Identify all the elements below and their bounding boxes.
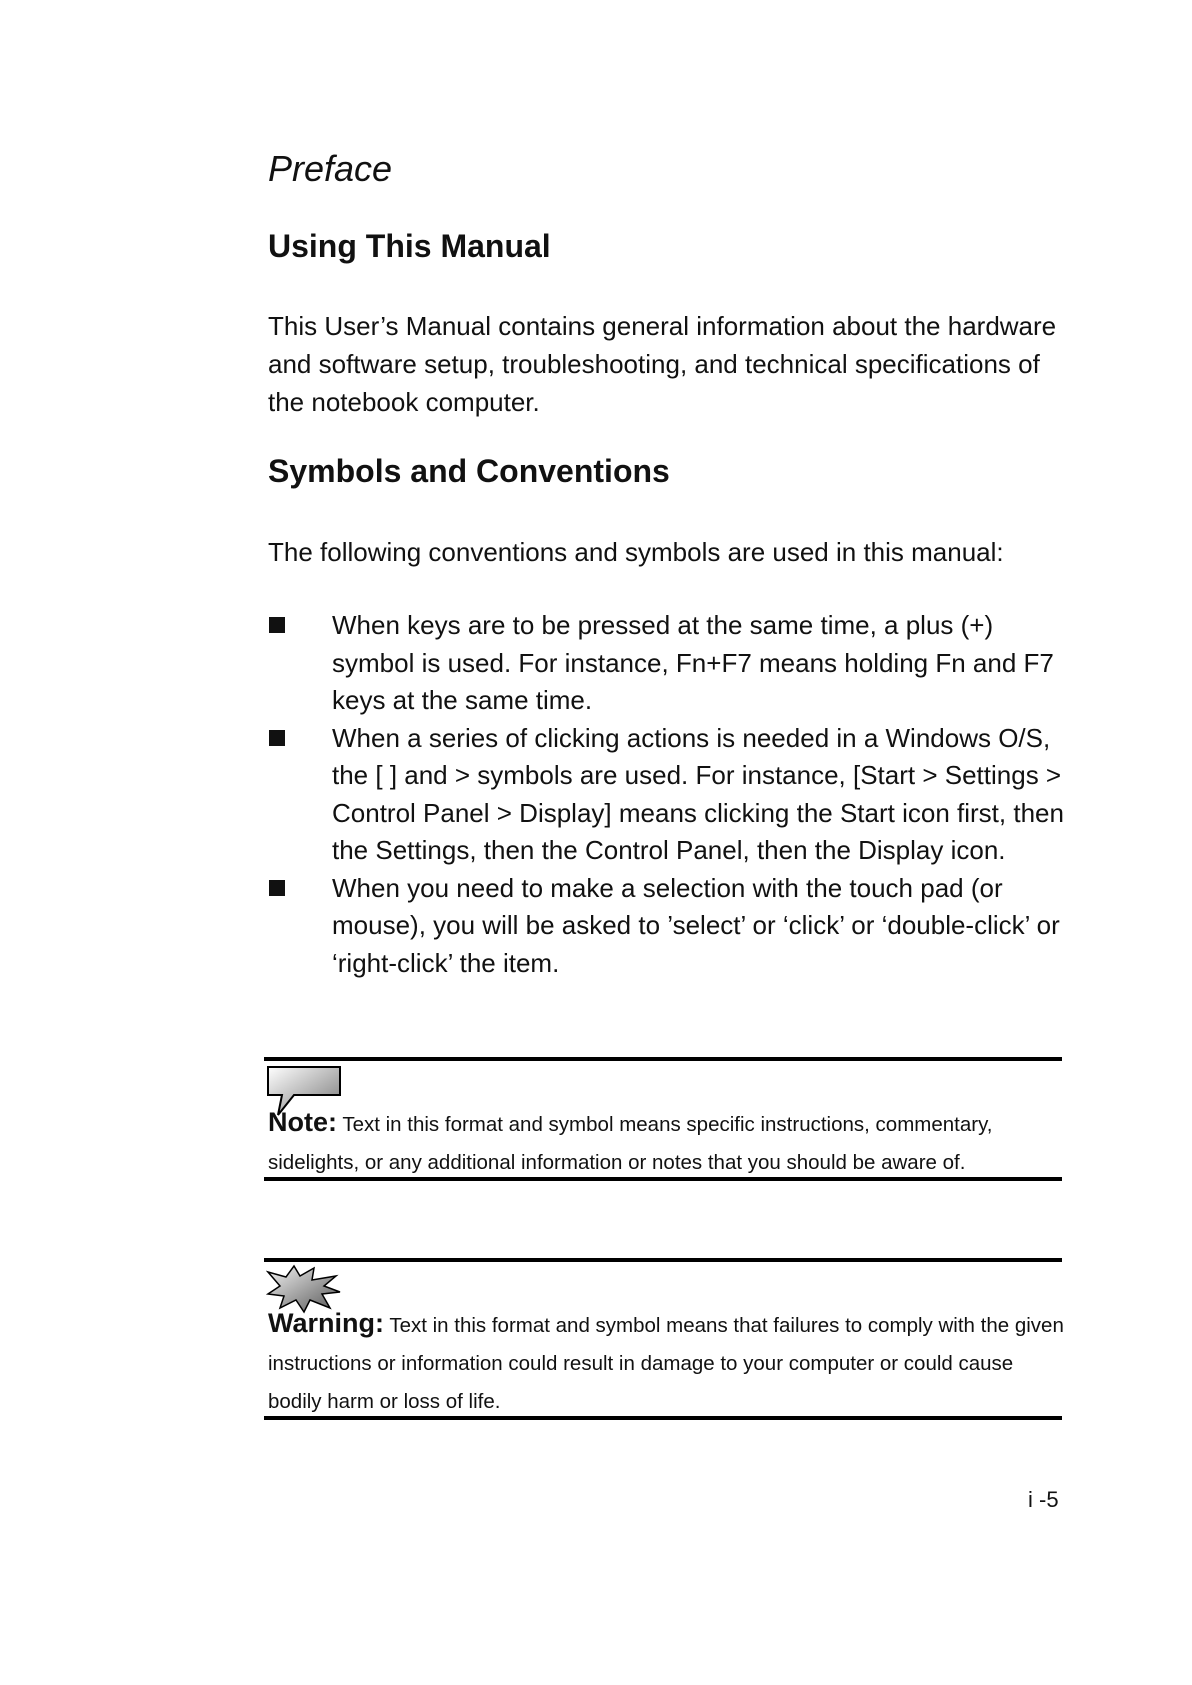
- square-bullet-icon: [269, 880, 285, 896]
- manual-description-paragraph: This User’s Manual contains general information about the hardware and software setup, troubleshooting, and technical specifications of the notebook computer.: [268, 311, 1057, 417]
- list-item: [268, 720, 1078, 870]
- section-heading-using-manual: Using This Manual: [268, 228, 551, 264]
- warning-top-rule: [264, 1258, 1062, 1262]
- note-text-block: [268, 1103, 1068, 1182]
- warning-text-block: [268, 1304, 1068, 1421]
- list-item-text: When a series of clicking actions is needed in a Windows O/S, the [ ] and > symbols are used. For instance, [Start > Settings > Control Panel > Display] means clicking the Start icon first, then the Settings, then the Control Panel, then the Display icon.: [332, 722, 1064, 865]
- warning-label: Warning:: [268, 1308, 384, 1338]
- square-bullet-icon: [269, 730, 285, 746]
- note-text: Text in this format and symbol means specific instructions, commentary, sidelights, or any additional information or notes that you should be aware of.: [268, 1113, 993, 1174]
- warning-bottom-rule: [264, 1416, 1062, 1420]
- warning-text: Text in this format and symbol means that failures to comply with the given instructions or information could result in damage to your computer or could cause bodily harm or loss of life.: [268, 1314, 1064, 1413]
- square-bullet-icon: [269, 617, 285, 633]
- note-label: Note:: [268, 1107, 337, 1137]
- list-item: [268, 870, 1078, 983]
- note-top-rule: [264, 1057, 1062, 1061]
- conventions-list: [268, 607, 1078, 982]
- page-number: i -5: [1028, 1487, 1059, 1512]
- conventions-intro-paragraph: The following conventions and symbols are used in this manual:: [268, 537, 1004, 567]
- page-title: Preface: [268, 148, 393, 189]
- list-item-text: When keys are to be pressed at the same time, a plus (+) symbol is used. For instance, Fn+F7 means holding Fn and F7 keys at the same time.: [332, 610, 1054, 715]
- list-item-text: When you need to make a selection with the touch pad (or mouse), you will be asked to ’select’ or ‘click’ or ‘double-click’ or ‘right-click’ the item.: [332, 872, 1060, 978]
- note-bottom-rule: [264, 1177, 1062, 1181]
- section-heading-symbols-conventions: Symbols and Conventions: [268, 453, 670, 489]
- list-item: [268, 607, 1078, 720]
